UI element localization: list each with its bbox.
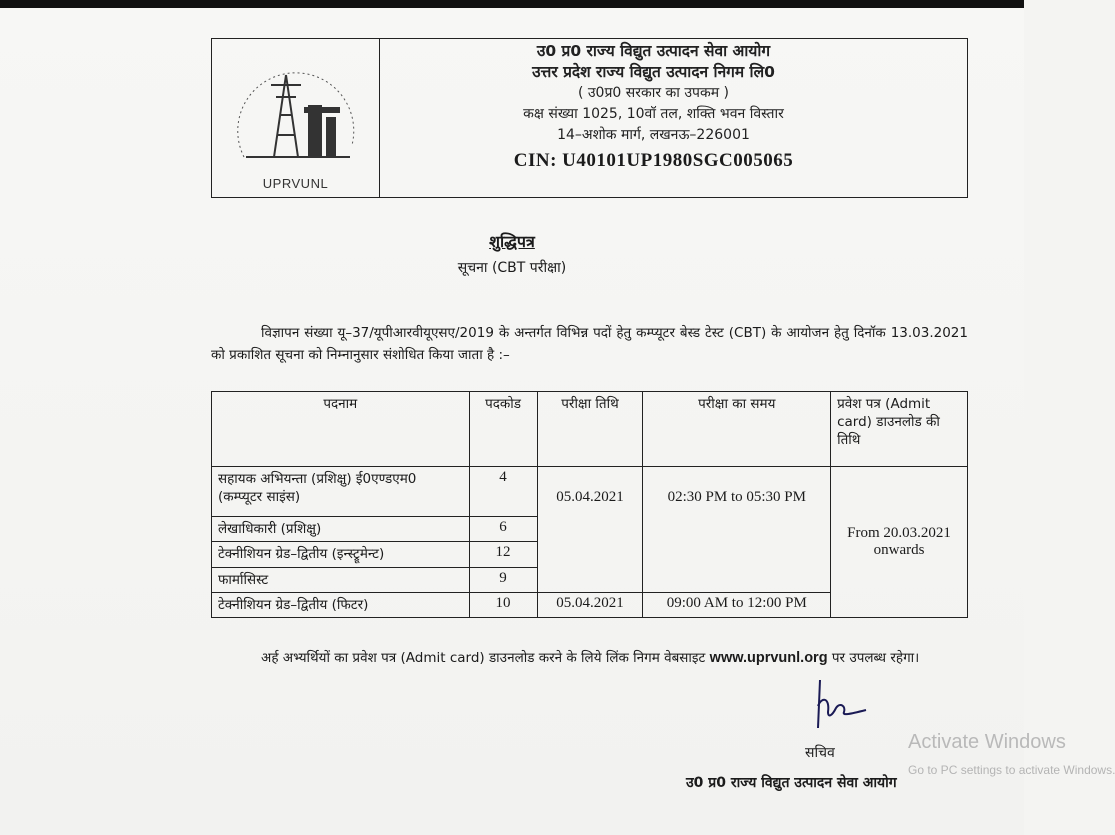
row-code: 4 bbox=[469, 467, 537, 517]
header-code: पदकोड bbox=[469, 392, 537, 467]
row-code: 6 bbox=[469, 517, 537, 542]
signature-icon bbox=[806, 676, 886, 736]
header-time: परीक्षा का समय bbox=[643, 392, 831, 467]
letterhead bbox=[211, 38, 968, 198]
intro-text: विज्ञापन संख्या यू–37/यूपीआरवीयूएसए/2019 के अन्तर्गत विभिन्न पदों हेतु कम्प्यूटर बेस्ड टेस्ट (CBT) के आयोजन हेतु दिनॉक 13.03.2021 को प्रकाशित सूचना को निम्नानुसार संशोधित किया जाता है :– bbox=[211, 325, 968, 363]
row-code: 10 bbox=[469, 592, 537, 617]
address-line-2: 14–अशोक मार्ग, लखनऊ–226001 bbox=[557, 127, 750, 143]
row-code: 9 bbox=[469, 567, 537, 592]
table-header-row bbox=[212, 392, 968, 467]
government-undertaking: ( उ0प्र0 सरकार का उपकम ) bbox=[577, 85, 730, 101]
notice-text-end: पर उपलब्ध रहेगा। bbox=[831, 650, 920, 666]
document-title: शुद्धिपत्र bbox=[489, 232, 535, 251]
signatory-organisation: उ0 प्र0 राज्य विद्युत उत्पादन सेवा आयोग bbox=[686, 775, 897, 791]
row-post: टेक्नीशियन ग्रेड–द्वितीय (इन्स्ट्रूमेन्ट) bbox=[212, 542, 470, 567]
admit-card-date bbox=[831, 467, 968, 618]
intro-paragraph bbox=[211, 322, 968, 366]
uprvunl-logo-icon bbox=[226, 45, 366, 177]
row-time: 09:00 AM to 12:00 PM bbox=[643, 592, 831, 617]
commission-name: उ0 प्र0 राज्य विद्युत उत्पादन सेवा आयोग bbox=[536, 42, 771, 60]
activate-windows-watermark: Activate Windows bbox=[908, 731, 1066, 753]
admit-line-2: onwards bbox=[873, 542, 925, 558]
website-link[interactable]: www.uprvunl.org bbox=[709, 650, 828, 666]
corporation-name: उत्तर प्रदेश राज्य विद्युत उत्पादन निगम लि0 bbox=[532, 63, 775, 81]
logo-text: UPRVUNL bbox=[262, 176, 329, 191]
group-exam-time bbox=[643, 467, 831, 593]
group-time-text: 02:30 PM to 05:30 PM bbox=[667, 489, 806, 505]
header-post: पदनाम bbox=[212, 392, 470, 467]
row-post: सहायक अभियन्ता (प्रशिक्षु) ई0एण्डएम0 (कम्प्यूटर साइंस) bbox=[212, 467, 470, 517]
activate-windows-subtext: Go to PC settings to activate Windows. bbox=[908, 763, 1115, 777]
logo-cell bbox=[212, 39, 380, 197]
signatory-role: सचिव bbox=[805, 745, 835, 761]
header-date: परीक्षा तिथि bbox=[537, 392, 643, 467]
exam-schedule-table bbox=[211, 391, 968, 618]
row-post: लेखाधिकारी (प्रशिक्षु) bbox=[212, 517, 470, 542]
cin-number: CIN: U40101UP1980SGC005065 bbox=[513, 150, 794, 171]
letterhead-text bbox=[380, 39, 967, 197]
header-admit: प्रवेश पत्र (Admit card) डाउनलोड की तिथि bbox=[831, 392, 968, 467]
window-top-bar bbox=[0, 0, 1024, 8]
table-row bbox=[212, 467, 968, 517]
row-post: टेक्नीशियन ग्रेड–द्वितीय (फिटर) bbox=[212, 592, 470, 617]
admit-card-notice bbox=[211, 645, 968, 672]
admit-line-1: From 20.03.2021 bbox=[847, 525, 951, 541]
notice-text: अर्ह अभ्यर्थियों का प्रवेश पत्र (Admit card) डाउनलोड करने के लिये लिंक निगम वेबसाइट bbox=[261, 650, 706, 666]
group-exam-date bbox=[537, 467, 643, 593]
group-date-text: 05.04.2021 bbox=[556, 489, 624, 505]
row-code: 12 bbox=[469, 542, 537, 567]
address-line-1: कक्ष संख्या 1025, 10वॉ तल, शक्ति भवन विस्तार bbox=[523, 106, 784, 122]
row-date: 05.04.2021 bbox=[537, 592, 643, 617]
document-subtitle: सूचना (CBT परीक्षा) bbox=[457, 260, 567, 276]
row-post: फार्मासिस्ट bbox=[212, 567, 470, 592]
